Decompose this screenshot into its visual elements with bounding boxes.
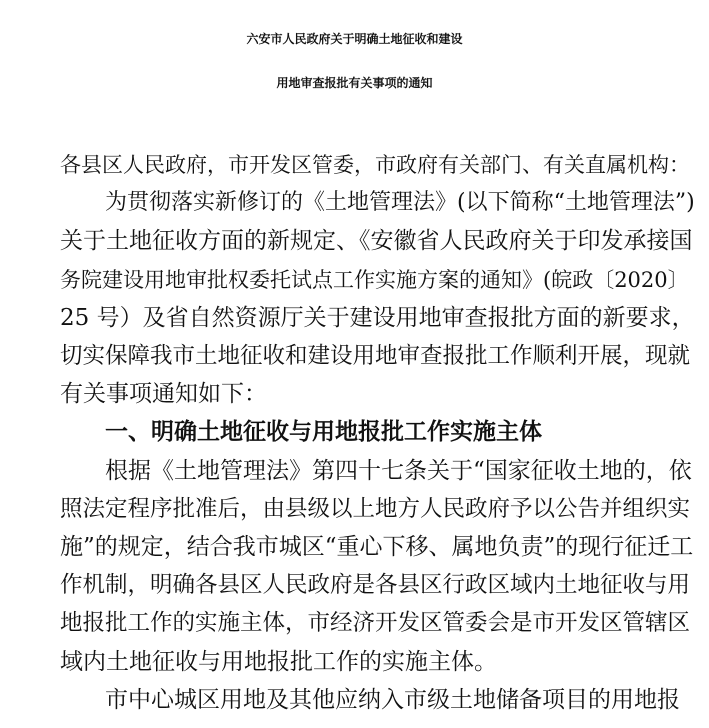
document-title-line-2: 用地审查报批有关事项的通知: [276, 76, 433, 90]
paragraph-1-line-1: 为贯彻落实新修订的《土地管理法》(以下简称“土地管理法”): [105, 190, 695, 215]
paragraph-2-line-5: 地报批工作的实施主体，市经济开发区管委会是市开发区管辖区: [60, 610, 691, 636]
paragraph-1-line-3: 务院建设用地审批权委托试点工作实施方案的通知》(皖政〔2020〕: [60, 268, 689, 292]
paragraph-1-line-5: 切实保障我市土地征收和建设用地审查报批工作顺利开展，现就: [60, 343, 691, 369]
paragraph-2-line-4: 作机制，明确各县区人民政府是各县区行政区域内土地征收与用: [60, 572, 691, 598]
paragraph-1-line-6: 有关事项通知如下：: [60, 381, 267, 407]
paragraph-2-line-2: 照法定程序批准后，由县级以上地方人民政府予以公告并组织实: [60, 496, 691, 522]
addressee-line: 各县区人民政府，市开发区管委，市政府有关部门、有关直属机构：: [60, 153, 690, 177]
paragraph-3-line-1: 市中心城区用地及其他应纳入市级土地储备项目的用地报: [105, 687, 680, 713]
paragraph-2-line-3: 施”的规定，结合我市城区“重心下移、属地负责”的现行征迁工: [60, 534, 694, 560]
document-title-line-1: 六安市人民政府关于明确土地征收和建设: [246, 32, 463, 46]
paragraph-1-line-4: 25 号）及省自然资源厅关于建设用地审查报批方面的新要求，: [60, 305, 695, 331]
paragraph-2-line-1: 根据《土地管理法》第四十七条关于“国家征收土地的，依: [105, 458, 692, 484]
section-heading-1: 一、明确土地征收与用地报批工作实施主体: [105, 419, 542, 445]
paragraph-2-line-6: 域内土地征收与用地报批工作的实施主体。: [60, 649, 497, 675]
paragraph-1-line-2: 关于土地征收方面的新规定、《安徽省人民政府关于印发承接国: [60, 228, 693, 254]
